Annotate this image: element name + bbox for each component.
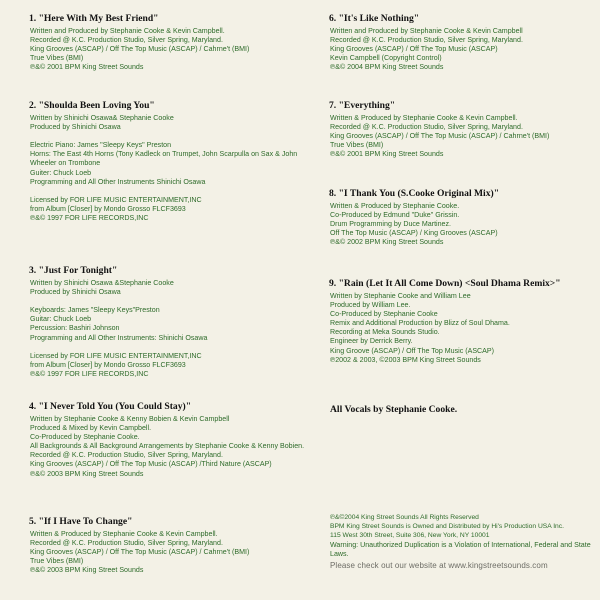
track-title: 9. "Rain (Let It All Come Down) <Soul Dhama Remix>" [329,278,561,289]
credit-line: ℗&© 2003 BPM King Street Sounds [30,469,144,478]
credit-line: Kevin Campbell (Copyright Control) [330,54,442,63]
credit-line: Co-Produced by Edmund "Duke" Grissin. [330,211,460,220]
track-title: 3. "Just For Tonight" [29,265,118,276]
credit-line: Recorded @ K.C. Production Studio, Silver Spring, Maryland. [30,36,223,45]
credit-line: Keyboards: James "Sleepy Keys"Preston [30,306,160,315]
credit-line: Guitar: Chuck Loeb [30,315,92,324]
credit-line: Recorded @ K.C. Production Studio, Silver Spring, Maryland. [330,36,523,45]
track-credit-lines [330,292,592,365]
track-credit-lines [30,114,305,223]
credit-line: Remix and Additional Production by Blizz of Soul Dhama. [330,319,510,328]
vocals-credit: All Vocals by Stephanie Cooke. [330,404,458,415]
credit-line: Produced & Mixed by Kevin Campbell. [30,424,152,433]
track-credit-lines [30,415,305,479]
credit-line: Written & Produced by Stephanie Cooke & Kevin Campbell. [330,114,518,122]
credit-line: Off The Top Music (ASCAP) / King Grooves (ASCAP) [330,229,498,238]
credit-line: from Album [Closer] by Mondo Grosso FLCF3693 [30,360,186,369]
track-title: 8. "I Thank You (S.Cooke Original Mix)" [329,188,500,199]
credit-line: Electric Piano: James "Sleepy Keys" Preston [30,141,172,150]
track-title: 4. "I Never Told You (You Could Stay)" [29,401,192,412]
credit-line: King Grooves (ASCAP) / Off The Top Music (ASCAP) / Cahrne't (BMI) [30,45,250,54]
credit-line: Produced by William Lee. [330,301,411,310]
credit-line: ℗&© 2001 BPM King Street Sounds [330,150,444,159]
track-3-credits [30,265,305,379]
credit-line: Written and Produced by Stephanie Cooke & Kevin Campbell. [30,27,225,35]
track-credit-lines [330,114,592,159]
credit-line: All Backgrounds & All Background Arrangements by Stephanie Cooke & Kenny Bobien. [30,442,305,451]
credit-line: Written by Shinichi Osawa &Stephanie Cooke [30,279,174,287]
credit-line: ℗&© 2004 BPM King Street Sounds [330,63,444,72]
address-line: 115 West 30th Street, Suite 306, New York, NY 10001 [330,532,490,540]
credit-line: ℗&© 2002 BPM King Street Sounds [330,238,444,247]
track-title: 1. "Here With My Best Friend" [29,13,159,24]
copyright-line: ℗&©2004 King Street Sounds All Rights Reserved [330,514,479,521]
credit-line: Drum Programming by Duce Martinez. [330,220,452,229]
label-footer [330,513,595,572]
credit-line: King Grooves (ASCAP) / Off The Top Music (ASCAP) /Third Nature (ASCAP) [30,460,272,469]
track-2-credits [30,100,305,223]
credit-line: Engineer by Derrick Berry. [330,337,413,346]
blank-line [30,132,305,141]
credit-line: ℗&© 2001 BPM King Street Sounds [30,63,144,72]
credit-line: Guiter: Chuck Loeb [30,168,92,177]
blank-line [30,297,305,306]
credit-line: ℗2002 & 2003, ©2003 BPM King Street Sounds [330,355,481,364]
credit-line: Written by Stephanie Cooke and William Lee [330,292,471,300]
website-line: Please check out our website at www.kingstreetsounds.com [330,560,548,570]
track-title: 7. "Everything" [329,100,396,111]
credit-line: Recorded @ K.C. Production Studio, Silver Spring, Maryland. [30,451,223,460]
credit-line: Co-Produced by Stephanie Cooke. [30,433,140,442]
credit-line: King Grooves (ASCAP) / Off The Top Music (ASCAP) / Cahrne't (BMI) [30,548,250,557]
track-credit-lines [330,27,592,72]
credit-line: Percussion: Bashiri Johnson [30,324,120,333]
credit-line: Written by Shinichi Osawa& Stephanie Cooke [30,114,174,122]
credit-line: True Vibes (BMI) [30,54,84,63]
track-9-credits [330,278,592,365]
credit-line: ℗&© 2003 BPM King Street Sounds [30,566,144,575]
credit-line: Written & Produced by Stephanie Cooke. [330,202,460,210]
credit-line: King Groove (ASCAP) / Off The Top Music (ASCAP) [330,346,495,355]
credit-line: Co-Produced by Stephanie Cooke [330,310,438,319]
credit-line: True Vibes (BMI) [330,141,384,150]
credit-line: King Grooves (ASCAP) / Off The Top Music (ASCAP) [330,45,498,54]
blank-line [30,187,305,196]
track-4-credits [30,401,305,479]
track-credit-lines [330,202,592,247]
credit-line: Recording at Meka Sounds Studio. [330,328,440,337]
credit-line: ℗&© 1997 FOR LIFE RECORDS,INC [30,214,149,223]
distribution-line: BPM King Street Sounds is Owned and Distributed by Hi's Production USA Inc. [330,523,564,531]
credit-line: Written & Produced by Stephanie Cooke & Kevin Campbell. [30,530,218,538]
credit-line: ℗&© 1997 FOR LIFE RECORDS,INC [30,369,149,378]
track-title: 5. "If I Have To Change" [29,516,133,527]
credit-line: Recorded @ K.C. Production Studio, Silver Spring, Maryland. [30,539,223,548]
blank-line [30,343,305,352]
credit-line: King Grooves (ASCAP) / Off The Top Music (ASCAP) / Cahrne't (BMI) [330,132,550,141]
credit-line: Recorded @ K.C. Production Studio, Silver Spring, Maryland. [330,123,523,132]
track-title: 6. "It's Like Nothing" [329,13,420,24]
credit-line: Programming and All Other Instruments: Shinichi Osawa [30,333,208,342]
track-6-credits [330,13,592,72]
track-8-credits [330,188,592,247]
track-credit-lines [30,530,305,575]
credit-line: True Vibes (BMI) [30,557,84,566]
track-5-credits [30,516,305,575]
credit-line: Produced by Shinichi Osawa [30,288,121,297]
track-1-credits [30,13,305,72]
track-credit-lines [30,27,305,72]
credit-line: Programming and All Other Instruments Shinichi Osawa [30,177,206,186]
credit-line: Produced by Shinichi Osawa [30,123,121,132]
track-title: 2. "Shoulda Been Loving You" [29,100,155,111]
credit-line: Horns: The East 4th Horns (Tony Kadleck on Trumpet, John Scarpulla on Sax & John Wheeler on Trombone [30,150,298,168]
credit-line: Licensed by FOR LIFE MUSIC ENTERTAINMENT,INC [30,195,202,204]
track-7-credits [330,100,592,159]
credit-line: Written by Stephanie Cooke & Kenny Bobien & Kevin Campbell [30,415,230,423]
credit-line: from Album [Closer] by Mondo Grosso FLCF3693 [30,204,186,213]
track-credit-lines [30,279,305,379]
warning-line: Warning: Unauthorized Duplication is a Violation of International, Federal and State Laws. [330,540,591,559]
credit-line: Licensed by FOR LIFE MUSIC ENTERTAINMENT,INC [30,351,202,360]
credit-line: Written and Produced by Stephanie Cooke & Kevin Campbell [330,27,523,35]
